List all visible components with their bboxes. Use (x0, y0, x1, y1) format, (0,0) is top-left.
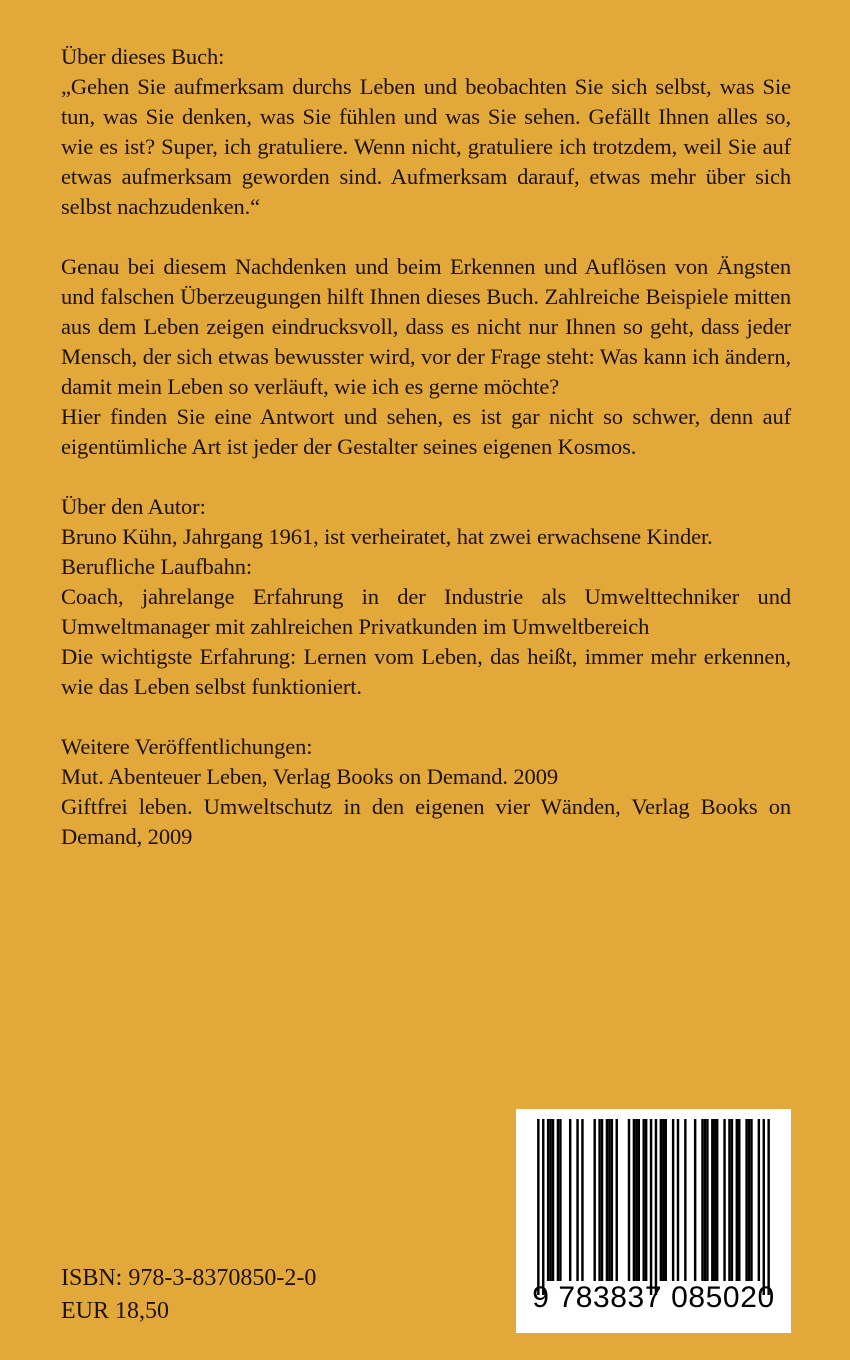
author-bio: Bruno Kühn, Jahrgang 1961, ist verheiratet, hat zwei erwachsene Kinder. (61, 524, 713, 549)
author-career: Coach, jahrelange Erfahrung in der Industrie als Umwelttechniker und Umweltmanager mit zahlreichen Privatkunden im Umweltbereich (61, 584, 791, 639)
barcode-bar (738, 1119, 740, 1281)
barcode-bar (714, 1119, 716, 1281)
barcode-bar (628, 1119, 630, 1281)
back-cover-text (61, 42, 791, 852)
barcode-bar (701, 1119, 703, 1281)
barcode-bar (606, 1119, 608, 1281)
barcode-bar (660, 1119, 662, 1281)
isbn-price-block (61, 1262, 316, 1328)
barcode-bar (665, 1119, 667, 1281)
barcode-bar (672, 1119, 674, 1281)
barcode-bar (537, 1119, 539, 1295)
barcode-bar (677, 1119, 679, 1281)
barcode-digits: 9 783837 085020 (532, 1281, 775, 1314)
barcode-bar (645, 1119, 647, 1281)
barcode-bar (758, 1119, 760, 1281)
barcode-bar (633, 1119, 635, 1281)
publication-item: Mut. Abenteuer Leben, Verlag Books on Demand. 2009 (61, 764, 558, 789)
barcode-bar (547, 1119, 549, 1281)
isbn-number: ISBN: 978-3-8370850-2-0 (61, 1265, 317, 1291)
barcode-bar (598, 1119, 600, 1281)
price: EUR 18,50 (61, 1298, 169, 1324)
book-conclusion: Hier finden Sie eine Antwort und sehen, es ist gar nicht so schwer, denn auf eigentümliche Art ist jeder der Gestalter seines eigenen Kosmos. (61, 404, 791, 459)
barcode-bar (608, 1119, 610, 1281)
barcode-bar (581, 1119, 583, 1281)
barcode-bar (549, 1119, 551, 1281)
barcode-bar (559, 1119, 561, 1281)
barcode-bar (542, 1119, 544, 1295)
barcode-bar (711, 1119, 713, 1281)
barcode-bar (704, 1119, 706, 1281)
barcode-bar (616, 1119, 618, 1281)
barcode-bar (569, 1119, 571, 1281)
barcode-bar (650, 1119, 652, 1295)
barcode-bar (723, 1119, 725, 1281)
barcode-bar (731, 1119, 733, 1281)
about-author-heading: Über den Autor: (61, 494, 206, 519)
publication-item: Giftfrei leben. Umweltschutz in den eigenen vier Wänden, Verlag Books on Demand, 2009 (61, 794, 791, 849)
barcode-bar (745, 1119, 747, 1281)
barcode-bar (662, 1119, 664, 1281)
author-experience: Die wichtigste Erfahrung: Lernen vom Leben, das heißt, immer mehr erkennen, wie das Leben selbst funktioniert. (61, 644, 791, 699)
barcode-bar (576, 1119, 578, 1281)
barcode-bar (611, 1119, 613, 1281)
barcode-bar (728, 1119, 730, 1281)
barcode-bar (716, 1119, 718, 1281)
barcode-bar (638, 1119, 640, 1281)
barcode (516, 1109, 791, 1333)
barcode-bar (593, 1119, 595, 1281)
barcode-bar (748, 1119, 750, 1281)
barcode-bar (706, 1119, 708, 1281)
barcode-bar (763, 1119, 765, 1295)
barcode-bar (736, 1119, 738, 1281)
book-quote: „Gehen Sie aufmerksam durchs Leben und beobachten Sie sich selbst, was Sie tun, was Sie denken, was Sie fühlen und was Sie sehen. Gefällt Ihnen alles so, wie es ist? Super, ich gratuliere. Wenn nicht, gratuliere ich trotzdem, weil Sie auf etwas aufmerksam geworden sind. Aufmerksam darauf, etwas mehr über sich selbst nachzudenken.“ (61, 74, 791, 219)
barcode-bar (750, 1119, 752, 1281)
barcode-bar (655, 1119, 657, 1295)
career-label: Berufliche Laufbahn: (61, 554, 253, 579)
publications-heading: Weitere Veröffentlichungen: (61, 734, 313, 759)
barcode-bar (767, 1119, 769, 1295)
about-book-heading: Über dieses Buch: (61, 44, 225, 69)
barcode-bar (694, 1119, 696, 1281)
barcode-bar (642, 1119, 644, 1281)
barcode-bar (557, 1119, 559, 1281)
barcode-bar (601, 1119, 603, 1281)
barcode-bar (684, 1119, 686, 1281)
barcode-bar (635, 1119, 637, 1281)
book-description: Genau bei diesem Nachdenken und beim Erkennen und Auflösen von Ängsten und falschen Überzeugungen hilft Ihnen dieses Buch. Zahlreiche Beispiele mitten aus dem Leben zeigen eindrucksvoll, dass es nicht nur Ihnen so geht, dass jeder Mensch, der sich etwas bewusster wird, vor der Frage steht: Was kann ich ändern, damit mein Leben so verläuft, wie ich es gerne möchte? (61, 254, 791, 399)
barcode-bar (552, 1119, 554, 1281)
